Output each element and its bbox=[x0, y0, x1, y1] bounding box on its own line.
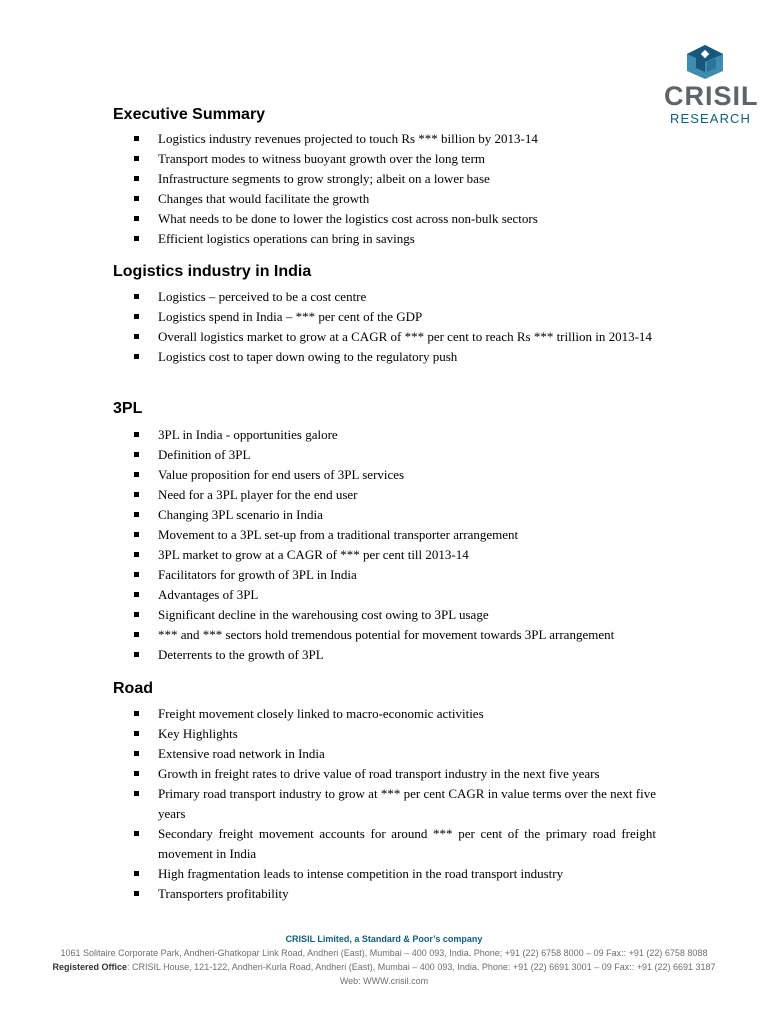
list-item: High fragmentation leads to intense competition in the road transport industry bbox=[0, 864, 656, 884]
list-item: Key Highlights bbox=[0, 724, 656, 744]
list-item: Need for a 3PL player for the end user bbox=[0, 485, 656, 505]
list-item: Changing 3PL scenario in India bbox=[0, 505, 656, 525]
footer-web: Web: WWW.crisil.com bbox=[339, 976, 429, 986]
logo-wordmark: CRISIL bbox=[664, 81, 759, 111]
section-title-logistics-industry: Logistics industry in India bbox=[113, 263, 312, 280]
list-item: Efficient logistics operations can bring in savings bbox=[0, 229, 656, 249]
logo-subtitle: RESEARCH bbox=[670, 111, 752, 126]
list-item: Advantages of 3PL bbox=[0, 585, 656, 605]
bullet-icon bbox=[134, 512, 139, 517]
bullet-icon bbox=[134, 216, 139, 221]
bullet-icon bbox=[134, 791, 139, 796]
list-item: Primary road transport industry to grow at *** per cent CAGR in value terms over the next five years bbox=[0, 784, 656, 824]
footer-company: CRISIL Limited, a Standard & Poor’s company bbox=[285, 934, 483, 944]
list-item: Freight movement closely linked to macro-economic activities bbox=[0, 704, 656, 724]
bullet-icon bbox=[134, 612, 139, 617]
executive-summary-list bbox=[0, 129, 768, 249]
list-item: 3PL in India - opportunities galore bbox=[0, 425, 656, 445]
list-item: Changes that would facilitate the growth bbox=[0, 189, 656, 209]
bullet-icon bbox=[134, 771, 139, 776]
crisil-cube-logo-icon bbox=[685, 44, 725, 80]
section-title-road: Road bbox=[113, 680, 153, 697]
crisil-research-logo bbox=[655, 42, 759, 130]
bullet-icon bbox=[134, 711, 139, 716]
bullet-icon bbox=[134, 552, 139, 557]
page-footer bbox=[0, 932, 768, 988]
bullet-icon bbox=[134, 354, 139, 359]
list-item: Deterrents to the growth of 3PL bbox=[0, 645, 656, 665]
list-item: What needs to be done to lower the logistics cost across non-bulk sectors bbox=[0, 209, 656, 229]
bullet-icon bbox=[134, 334, 139, 339]
section-title-executive-summary: Executive Summary bbox=[113, 106, 266, 123]
list-item: *** and *** sectors hold tremendous potential for movement towards 3PL arrangement bbox=[0, 625, 656, 645]
bullet-icon bbox=[134, 472, 139, 477]
bullet-icon bbox=[134, 871, 139, 876]
bullet-icon bbox=[134, 592, 139, 597]
list-item: Facilitators for growth of 3PL in India bbox=[0, 565, 656, 585]
bullet-icon bbox=[134, 831, 139, 836]
bullet-icon bbox=[134, 891, 139, 896]
list-item: Growth in freight rates to drive value of road transport industry in the next five years bbox=[0, 764, 656, 784]
list-item: Logistics spend in India – *** per cent of the GDP bbox=[0, 307, 656, 327]
list-item: Logistics industry revenues projected to touch Rs *** billion by 2013-14 bbox=[0, 129, 656, 149]
list-item: 3PL market to grow at a CAGR of *** per cent till 2013-14 bbox=[0, 545, 656, 565]
list-item: Secondary freight movement accounts for around *** per cent of the primary road freight movement in India bbox=[0, 824, 656, 864]
list-item: Extensive road network in India bbox=[0, 744, 656, 764]
bullet-icon bbox=[134, 572, 139, 577]
bullet-icon bbox=[134, 432, 139, 437]
list-item: Transporters profitability bbox=[0, 884, 656, 904]
footer-registered-office bbox=[0, 960, 768, 974]
registered-office-text: : CRISIL House, 121-122, Andheri-Kurla Road, Andheri (East), Mumbai – 400 093, India. Phone: +91 (22) 6691 3001 – 09 Fax:: +91 (22) 6691 3187 bbox=[126, 962, 716, 972]
bullet-icon bbox=[134, 452, 139, 457]
list-item: Definition of 3PL bbox=[0, 445, 656, 465]
list-item: Transport modes to witness buoyant growth over the long term bbox=[0, 149, 656, 169]
bullet-icon bbox=[134, 196, 139, 201]
list-item: Significant decline in the warehousing cost owing to 3PL usage bbox=[0, 605, 656, 625]
bullet-icon bbox=[134, 136, 139, 141]
list-item: Logistics – perceived to be a cost centre bbox=[0, 287, 656, 307]
road-list bbox=[0, 704, 768, 904]
footer-address: 1061 Solitaire Corporate Park, Andheri-Ghatkopar Link Road, Andheri (East), Mumbai – 400 093, India. Phone; +91 (22) 6758 8000 – 09 Fax:: +91 (22) 6758 8088 bbox=[60, 948, 708, 958]
list-item: Movement to a 3PL set-up from a traditional transporter arrangement bbox=[0, 525, 656, 545]
bullet-icon bbox=[134, 532, 139, 537]
registered-office-label: Registered Office bbox=[52, 962, 127, 972]
bullet-icon bbox=[134, 176, 139, 181]
list-item: Logistics cost to taper down owing to the regulatory push bbox=[0, 347, 656, 367]
bullet-icon bbox=[134, 751, 139, 756]
logistics-industry-list bbox=[0, 287, 768, 367]
list-item: Value proposition for end users of 3PL services bbox=[0, 465, 656, 485]
bullet-icon bbox=[134, 492, 139, 497]
bullet-icon bbox=[134, 632, 139, 637]
section-title-3pl: 3PL bbox=[113, 400, 143, 417]
bullet-icon bbox=[134, 236, 139, 241]
bullet-icon bbox=[134, 314, 139, 319]
bullet-icon bbox=[134, 652, 139, 657]
bullet-icon bbox=[134, 156, 139, 161]
list-item: Overall logistics market to grow at a CAGR of *** per cent to reach Rs *** trillion in 2013-14 bbox=[0, 327, 656, 347]
list-item: Infrastructure segments to grow strongly; albeit on a lower base bbox=[0, 169, 656, 189]
bullet-icon bbox=[134, 731, 139, 736]
bullet-icon bbox=[134, 294, 139, 299]
3pl-list bbox=[0, 425, 768, 665]
